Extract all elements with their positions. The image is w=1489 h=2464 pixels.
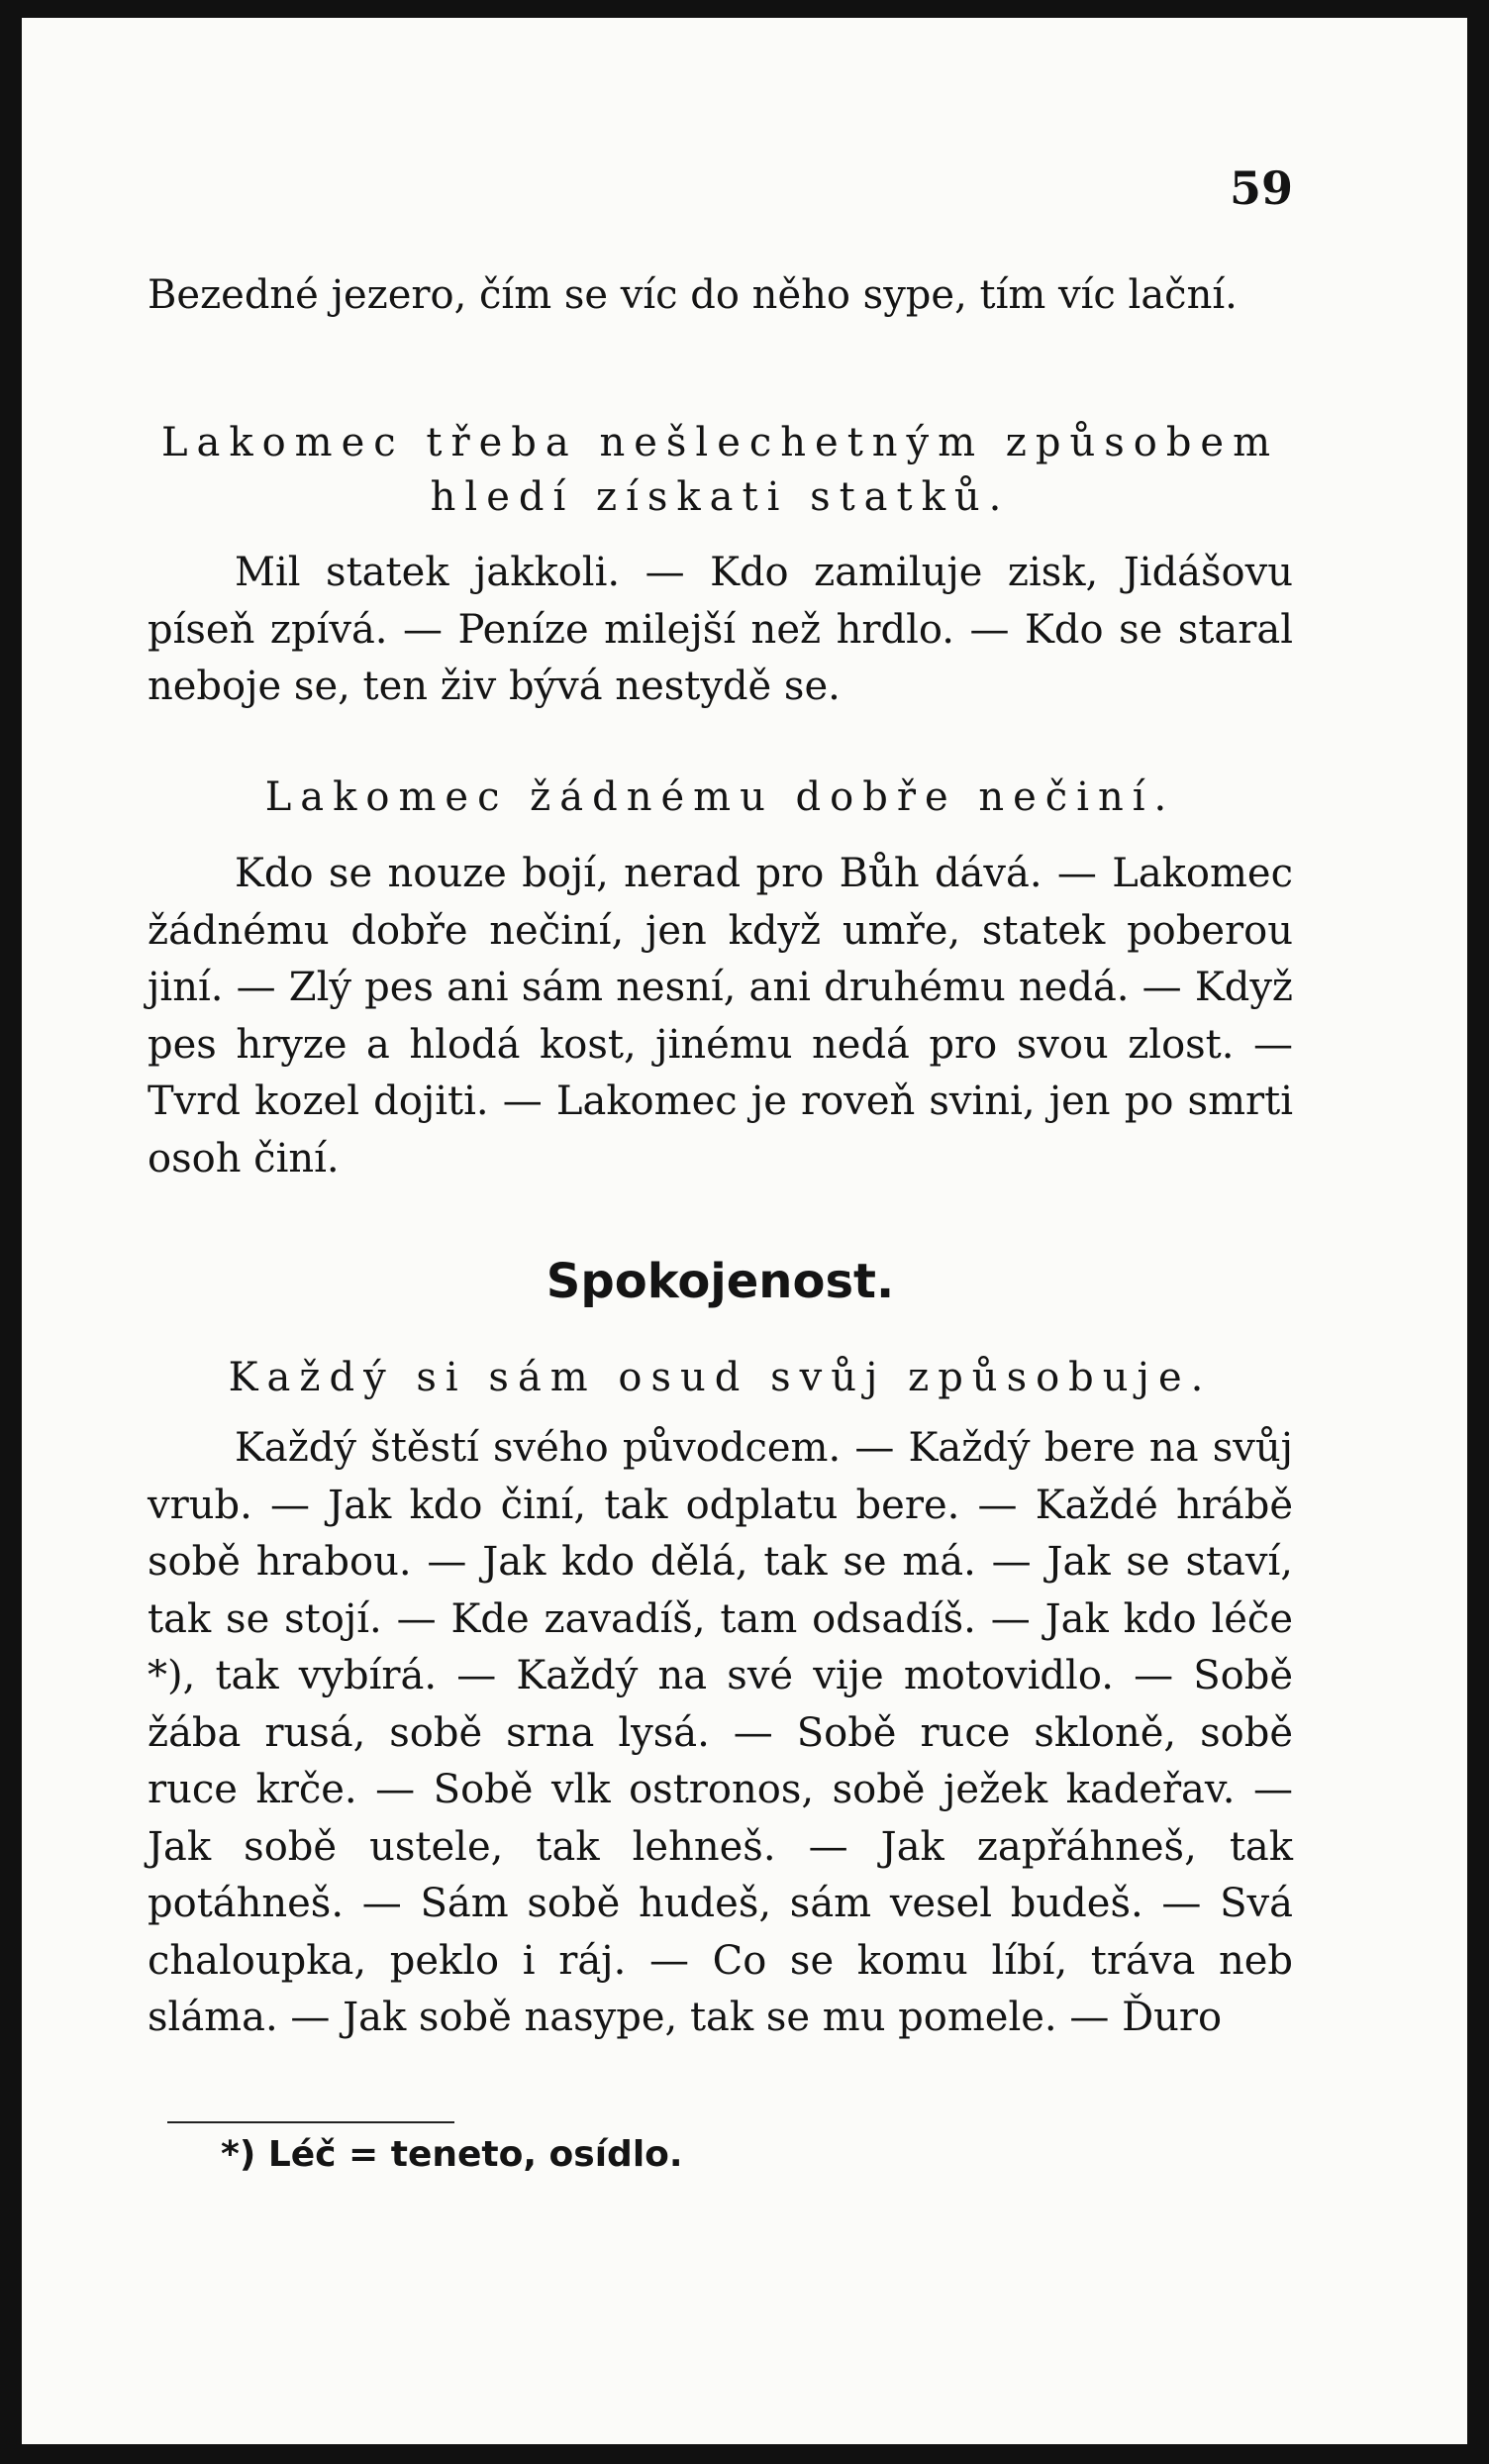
section-fate-body: [148, 1420, 1293, 2047]
page-number: 59: [1229, 161, 1293, 215]
section-fate: [148, 1351, 1293, 1405]
footnote: *) Léč = teneto, osídlo.: [221, 2134, 683, 2175]
section-greed-acquire-body: [148, 545, 1293, 716]
section-heading: Lakomec žádnému dobře nečiní.: [264, 774, 1176, 820]
paragraph: Kdo se nouze bojí, nerad pro Bůh dává. — Lakomec žádnému dobře nečiní, jen když umře, statek poberou jiní. — Zlý pes ani sám nesní, ani druhému nedá. — Když pes hryze a hlodá kost, jinému nedá pro svou zlost. — Tvrd kozel dojiti. — Lakomec je roveň svini, jen po smrti osoh činí.: [148, 851, 1293, 1181]
section-heading: Lakomec třeba nešlechetným způsobem hledí získati statků.: [160, 420, 1280, 520]
section-greed-acquire: [148, 416, 1293, 525]
opening-proverb: [148, 267, 1293, 325]
paragraph: Bezedné jezero, čím se víc do něho sype, tím víc lační.: [148, 272, 1238, 318]
section-greed-no-good: [148, 770, 1293, 825]
book-page: [22, 18, 1467, 2444]
section-heading: Každý si sám osud svůj způsobuje.: [228, 1355, 1213, 1400]
section-greed-no-good-body: [148, 846, 1293, 1187]
paragraph: Každý štěstí svého původcem. — Každý bere na svůj vrub. — Jak kdo činí, tak odplatu bere. — Každé hrábě sobě hrabou. — Jak kdo dělá, tak se má. — Jak se staví, tak se stojí. — Kde zavadíš, tam odsadíš. — Jak kdo léče *), tak vybírá. — Každý na své vije motovidlo. — Sobě žába rusá, sobě srna lysá. — Sobě ruce skloně, sobě ruce krče. — Sobě vlk ostronos, sobě ježek kadeřav. — Jak sobě ustele, tak lehneš. — Jak zapřáhneš, tak potáhneš. — Sám sobě hudeš, sám vesel budeš. — Svá chaloupka, peklo i ráj. — Co se komu líbí, tráva neb sláma. — Jak sobě nasype, tak se mu pomele. — Ďuro: [148, 1425, 1293, 2040]
chapter-title: Spokojenost.: [546, 1254, 895, 1309]
footnote-divider: [167, 2121, 454, 2123]
chapter-title-block: [148, 1252, 1293, 1311]
paragraph: Mil statek jakkoli. — Kdo zamiluje zisk, Jidášovu píseň zpívá. — Peníze milejší než hrdlo. — Kdo se staral neboje se, ten živ bývá nestydě se.: [148, 550, 1293, 709]
